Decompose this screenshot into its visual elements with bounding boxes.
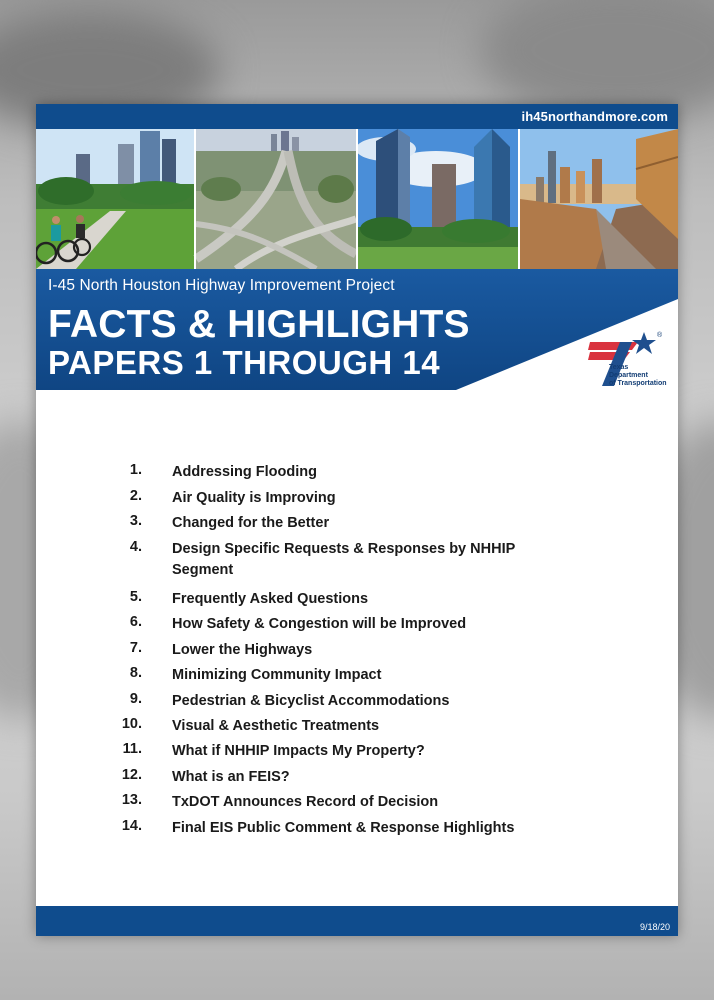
footer-bar	[36, 906, 678, 936]
toc-item-number: 7.	[129, 640, 142, 656]
toc-item-label: Minimizing Community Impact	[172, 667, 382, 683]
toc-item-label: Changed for the Better	[172, 515, 330, 531]
toc-item-number: 3.	[129, 513, 142, 529]
footer-date: 9/18/20	[639, 922, 670, 932]
toc-item-number: 4.	[129, 539, 142, 555]
project-subtitle: I-45 North Houston Highway Improvement Project	[48, 277, 395, 294]
document-page	[36, 104, 678, 936]
toc-item-number: 1.	[129, 462, 142, 478]
toc-item-label: Addressing Flooding	[172, 464, 317, 480]
toc-item-label: Air Quality is Improving	[172, 490, 336, 506]
toc-item-number: 2.	[129, 488, 142, 504]
toc-item-label: What is an FEIS?	[172, 769, 290, 785]
toc-item-label-continued: Segment	[172, 562, 234, 578]
page-subtitle: PAPERS 1 THROUGH 14	[48, 344, 441, 381]
toc-item-label: TxDOT Announces Record of Decision	[172, 794, 439, 810]
registered-mark: ®	[657, 332, 663, 339]
toc-item-label: Design Specific Requests & Responses by NHHIP	[172, 541, 516, 557]
toc-item-label: Pedestrian & Bicyclist Accommodations	[172, 693, 450, 709]
toc-item-number: 10.	[121, 716, 142, 732]
bridge-walkway-sunset-photo	[520, 129, 678, 269]
toc-item-label: What if NHHIP Impacts My Property?	[172, 743, 425, 759]
cyclists-park-skyline-photo	[36, 129, 194, 269]
background-blur	[480, 0, 714, 120]
toc-item-number: 8.	[129, 665, 142, 681]
website-link[interactable]: ih45northandmore.com	[521, 109, 668, 124]
toc-item-number: 5.	[129, 589, 142, 605]
toc-item-label: How Safety & Congestion will be Improved	[172, 616, 467, 632]
toc-item-number: 14.	[121, 818, 142, 834]
toc-item-number: 13.	[121, 792, 142, 808]
photo-strip	[36, 129, 678, 269]
top-bar	[36, 104, 678, 129]
toc-item-number: 9.	[129, 691, 142, 707]
txdot-logo-text: Texas Department of Transportation	[609, 364, 667, 387]
downtown-towers-photo	[356, 129, 518, 269]
toc-item-label: Visual & Aesthetic Treatments	[172, 718, 380, 734]
title-banner	[36, 269, 678, 390]
highway-interchange-aerial-photo	[196, 129, 356, 269]
toc-item-label: Lower the Highways	[172, 642, 313, 658]
toc-item-number: 6.	[129, 614, 142, 630]
toc-item-label: Final EIS Public Comment & Response Highlights	[172, 820, 515, 836]
toc-item-number: 11.	[122, 741, 142, 757]
toc-item-label: Frequently Asked Questions	[172, 591, 369, 607]
toc-item-number: 12.	[121, 767, 142, 783]
page-title: FACTS & HIGHLIGHTS	[48, 303, 470, 346]
